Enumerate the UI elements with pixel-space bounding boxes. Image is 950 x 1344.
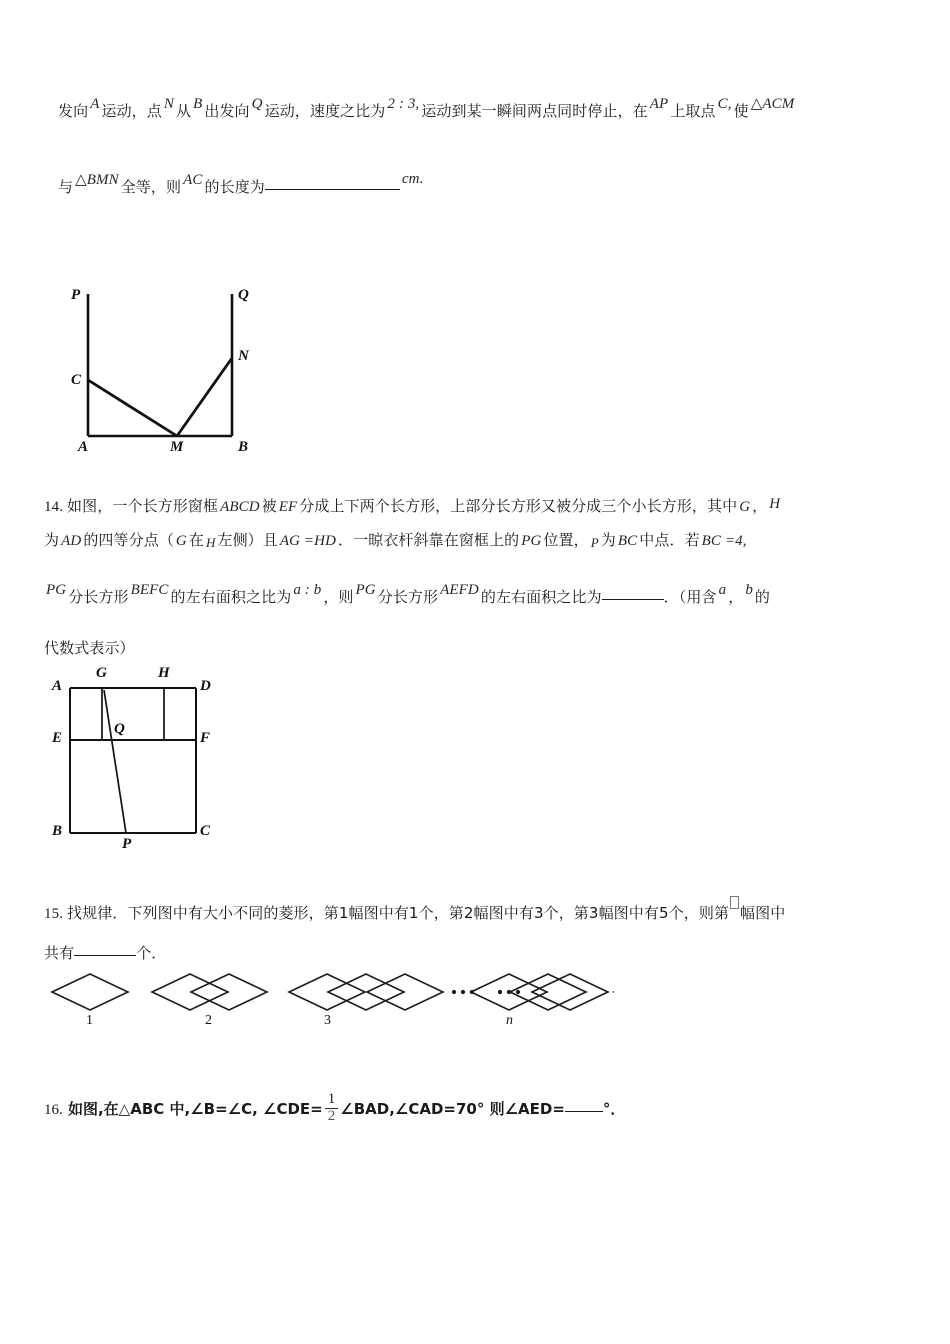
q15-l1-t4: 幅图中有 xyxy=(473,904,534,922)
q14-l2-m6: P xyxy=(590,535,599,550)
q13-l1-t7: 上取点 xyxy=(670,102,716,120)
q13-l1-t2: 运动，点 xyxy=(101,102,162,120)
q14-l3-m2: BEFC xyxy=(130,582,169,598)
q13-line1 xyxy=(58,96,796,120)
q15-l2-t2: 个． xyxy=(136,944,167,962)
q15-l1-n1: 1 xyxy=(338,904,349,922)
missing-glyph-box xyxy=(730,896,739,909)
q15-index-3: 3 xyxy=(324,1013,331,1028)
q14-l2-t4: 左侧）且 xyxy=(217,531,278,549)
q15-l1-t8: 幅图中 xyxy=(740,904,786,922)
q15-index-n: n xyxy=(506,1013,513,1028)
q13-answer-blank[interactable] xyxy=(265,189,400,190)
q14-l3-t8: 的 xyxy=(754,588,771,606)
q16-number: 16. xyxy=(44,1101,63,1118)
q14-l3-t2: 的左右面积之比为 xyxy=(170,588,292,606)
q16-answer-blank[interactable] xyxy=(565,1111,603,1112)
q14-l1-t3: 分成上下两个长方形，上部分长方形又被分成三个小长方形，其中 xyxy=(299,497,738,515)
q13-l1-t5: 运动，速度之比为 xyxy=(264,102,386,120)
q14-l3-t1: 分长方形 xyxy=(68,588,129,606)
q14-l3-m5: AEFD xyxy=(440,582,479,598)
q15-number: 15. xyxy=(44,906,64,922)
q14-l2-m5: PG xyxy=(521,533,542,549)
q15-figure xyxy=(44,968,614,1028)
q15-index-1: 1 xyxy=(86,1013,93,1028)
q15-l1-t6: 幅图中有 xyxy=(598,904,659,922)
q15-l2-t1: 共有 xyxy=(44,944,75,962)
q14-l1-t4: ， xyxy=(752,497,768,515)
q14-l1-m2: EF xyxy=(278,499,298,515)
q15-l1-t7: 个，则第 xyxy=(668,904,730,922)
q14-label-H: H xyxy=(158,665,170,681)
q15-answer-blank[interactable] xyxy=(74,955,136,956)
q16-t1: 如图,在△ABC 中,∠B=∠C, ∠CDE= xyxy=(67,1099,323,1118)
q13-label-C: C xyxy=(71,372,82,388)
q14-l3-m7: b xyxy=(745,582,753,598)
q15-rhombus-tail-svg xyxy=(492,968,622,1018)
q14-l3-m1: PG xyxy=(46,582,67,598)
q13-label-Q: Q xyxy=(238,287,249,303)
q14-l2-m1: AD xyxy=(61,533,82,549)
q14-l2-m3: H xyxy=(205,535,216,550)
q14-figure xyxy=(44,665,234,852)
q13-l2-t1: 与 xyxy=(58,178,74,196)
q14-label-B: B xyxy=(52,823,63,839)
q14-label-A: A xyxy=(52,678,63,694)
q14-l3-t7: ， xyxy=(728,588,744,606)
q13-label-A: A xyxy=(78,439,89,455)
q14-label-D: D xyxy=(200,678,211,694)
q14-l1-m4: H xyxy=(769,496,781,512)
q14-l2-m8: BC =4, xyxy=(701,533,747,549)
q16-t4: °． xyxy=(602,1099,626,1118)
q14-label-F: F xyxy=(200,730,211,746)
q13-label-P: P xyxy=(71,287,81,303)
q13-l2-m2: AC xyxy=(183,172,203,188)
q13-label-N: N xyxy=(238,348,249,364)
q15-l1-t2: 幅图中有 xyxy=(348,904,409,922)
q14-l3-t4: 分长方形 xyxy=(377,588,439,606)
q14-l2-t2: 的四等分点（ xyxy=(83,531,174,549)
q13-l1-m6: AP xyxy=(649,96,669,112)
q15-line2 xyxy=(44,946,166,962)
q14-label-G: G xyxy=(96,665,107,681)
q15-line1 xyxy=(44,902,785,922)
q14-l3-t3: ，则 xyxy=(323,588,354,606)
q14-l2-t3: 在 xyxy=(188,531,204,549)
q14-line4 xyxy=(44,641,135,657)
q14-l1-m1: ABCD xyxy=(220,499,260,515)
q14-line3 xyxy=(44,582,771,606)
q15-l1-n5: 3 xyxy=(588,904,599,922)
q14-l2-t6: 位置， xyxy=(543,531,589,549)
q16-frac-numerator: 1 xyxy=(325,1092,339,1109)
q14-l2-t7: 为 xyxy=(600,531,616,549)
q13-label-M: M xyxy=(170,439,184,455)
q13-line2 xyxy=(58,171,425,196)
q15-l1-n4: 3 xyxy=(533,904,544,922)
q15-l1-n2: 1 xyxy=(408,904,419,922)
q14-l3-t6: ．（用含 xyxy=(663,588,717,606)
q16-line xyxy=(44,1093,625,1126)
q14-l3-m3: a : b xyxy=(293,582,322,598)
q14-l3-m4: PG xyxy=(355,582,376,598)
q13-l1-m4: Q xyxy=(251,96,263,112)
q14-number: 14. xyxy=(44,499,64,515)
q14-label-C: C xyxy=(200,823,211,839)
q15-index-2: 2 xyxy=(205,1013,212,1028)
q13-l1-t3: 从 xyxy=(175,102,192,120)
q14-line1 xyxy=(44,496,782,515)
q14-l1-t2: 被 xyxy=(261,497,277,515)
q14-label-E: E xyxy=(52,730,63,746)
q13-label-B: B xyxy=(238,439,249,455)
q14-label-P: P xyxy=(122,836,132,852)
q15-l1-t3: 个，第 xyxy=(418,904,464,922)
q14-answer-blank[interactable] xyxy=(602,599,664,600)
q16-t3: 则∠AED= xyxy=(489,1099,565,1118)
q14-line2 xyxy=(44,533,749,549)
q14-l4-t1: 代数式表示） xyxy=(44,639,135,657)
q13-l2-t3: 的长度为 xyxy=(204,178,265,196)
q14-l3-m6: a xyxy=(718,582,727,598)
q13-l1-t8: 使 xyxy=(733,102,749,120)
q13-l1-m2: N xyxy=(163,96,174,112)
q14-l2-m2: G xyxy=(175,533,187,549)
q14-l2-m4: AG =HD xyxy=(279,533,337,549)
q15-l1-n3: 2 xyxy=(463,904,474,922)
q14-l2-t5: ．一晾衣杆斜靠在窗框上的 xyxy=(338,531,520,549)
q15-l1-n6: 5 xyxy=(658,904,669,922)
q14-l2-t1: 为 xyxy=(44,531,60,549)
q13-l2-m1: △BMN xyxy=(75,172,119,188)
q13-l2-t2: 全等，则 xyxy=(120,178,182,196)
q13-l1-m8: △ACM xyxy=(750,96,795,112)
q13-l1-m3: B xyxy=(193,96,203,112)
q13-l1-t4: 出发向 xyxy=(204,102,250,120)
q15-l1-t5: 个，第 xyxy=(543,904,589,922)
q13-l1-m1: A xyxy=(90,96,100,112)
q14-l2-t8: 中点．若 xyxy=(639,531,700,549)
q13-l1-t6: 运动到某一瞬间两点同时停止，在 xyxy=(421,102,648,120)
q14-l2-m7: BC xyxy=(617,533,638,549)
q13-l1-m5: 2 : 3, xyxy=(387,96,420,112)
q16-t2: ∠BAD,∠CAD=70° xyxy=(340,1099,485,1118)
q13-unit: cm. xyxy=(401,171,424,187)
q14-l1-m3: G xyxy=(739,499,751,515)
q13-l1-m7: C, xyxy=(717,96,732,112)
q13-figure-svg xyxy=(60,288,280,453)
q14-l1-t1: 如图，一个长方形窗框 xyxy=(67,497,219,515)
q16-fraction-half xyxy=(325,1092,339,1125)
q14-l3-t5: 的左右面积之比为 xyxy=(480,588,602,606)
q14-label-Q: Q xyxy=(114,721,125,737)
q15-l1-t1: 找规律．下列图中有大小不同的菱形，第 xyxy=(67,904,339,922)
q16-frac-denominator: 2 xyxy=(327,1107,336,1124)
q13-figure xyxy=(60,288,280,453)
q13-l1-t1: 发向 xyxy=(58,102,89,120)
